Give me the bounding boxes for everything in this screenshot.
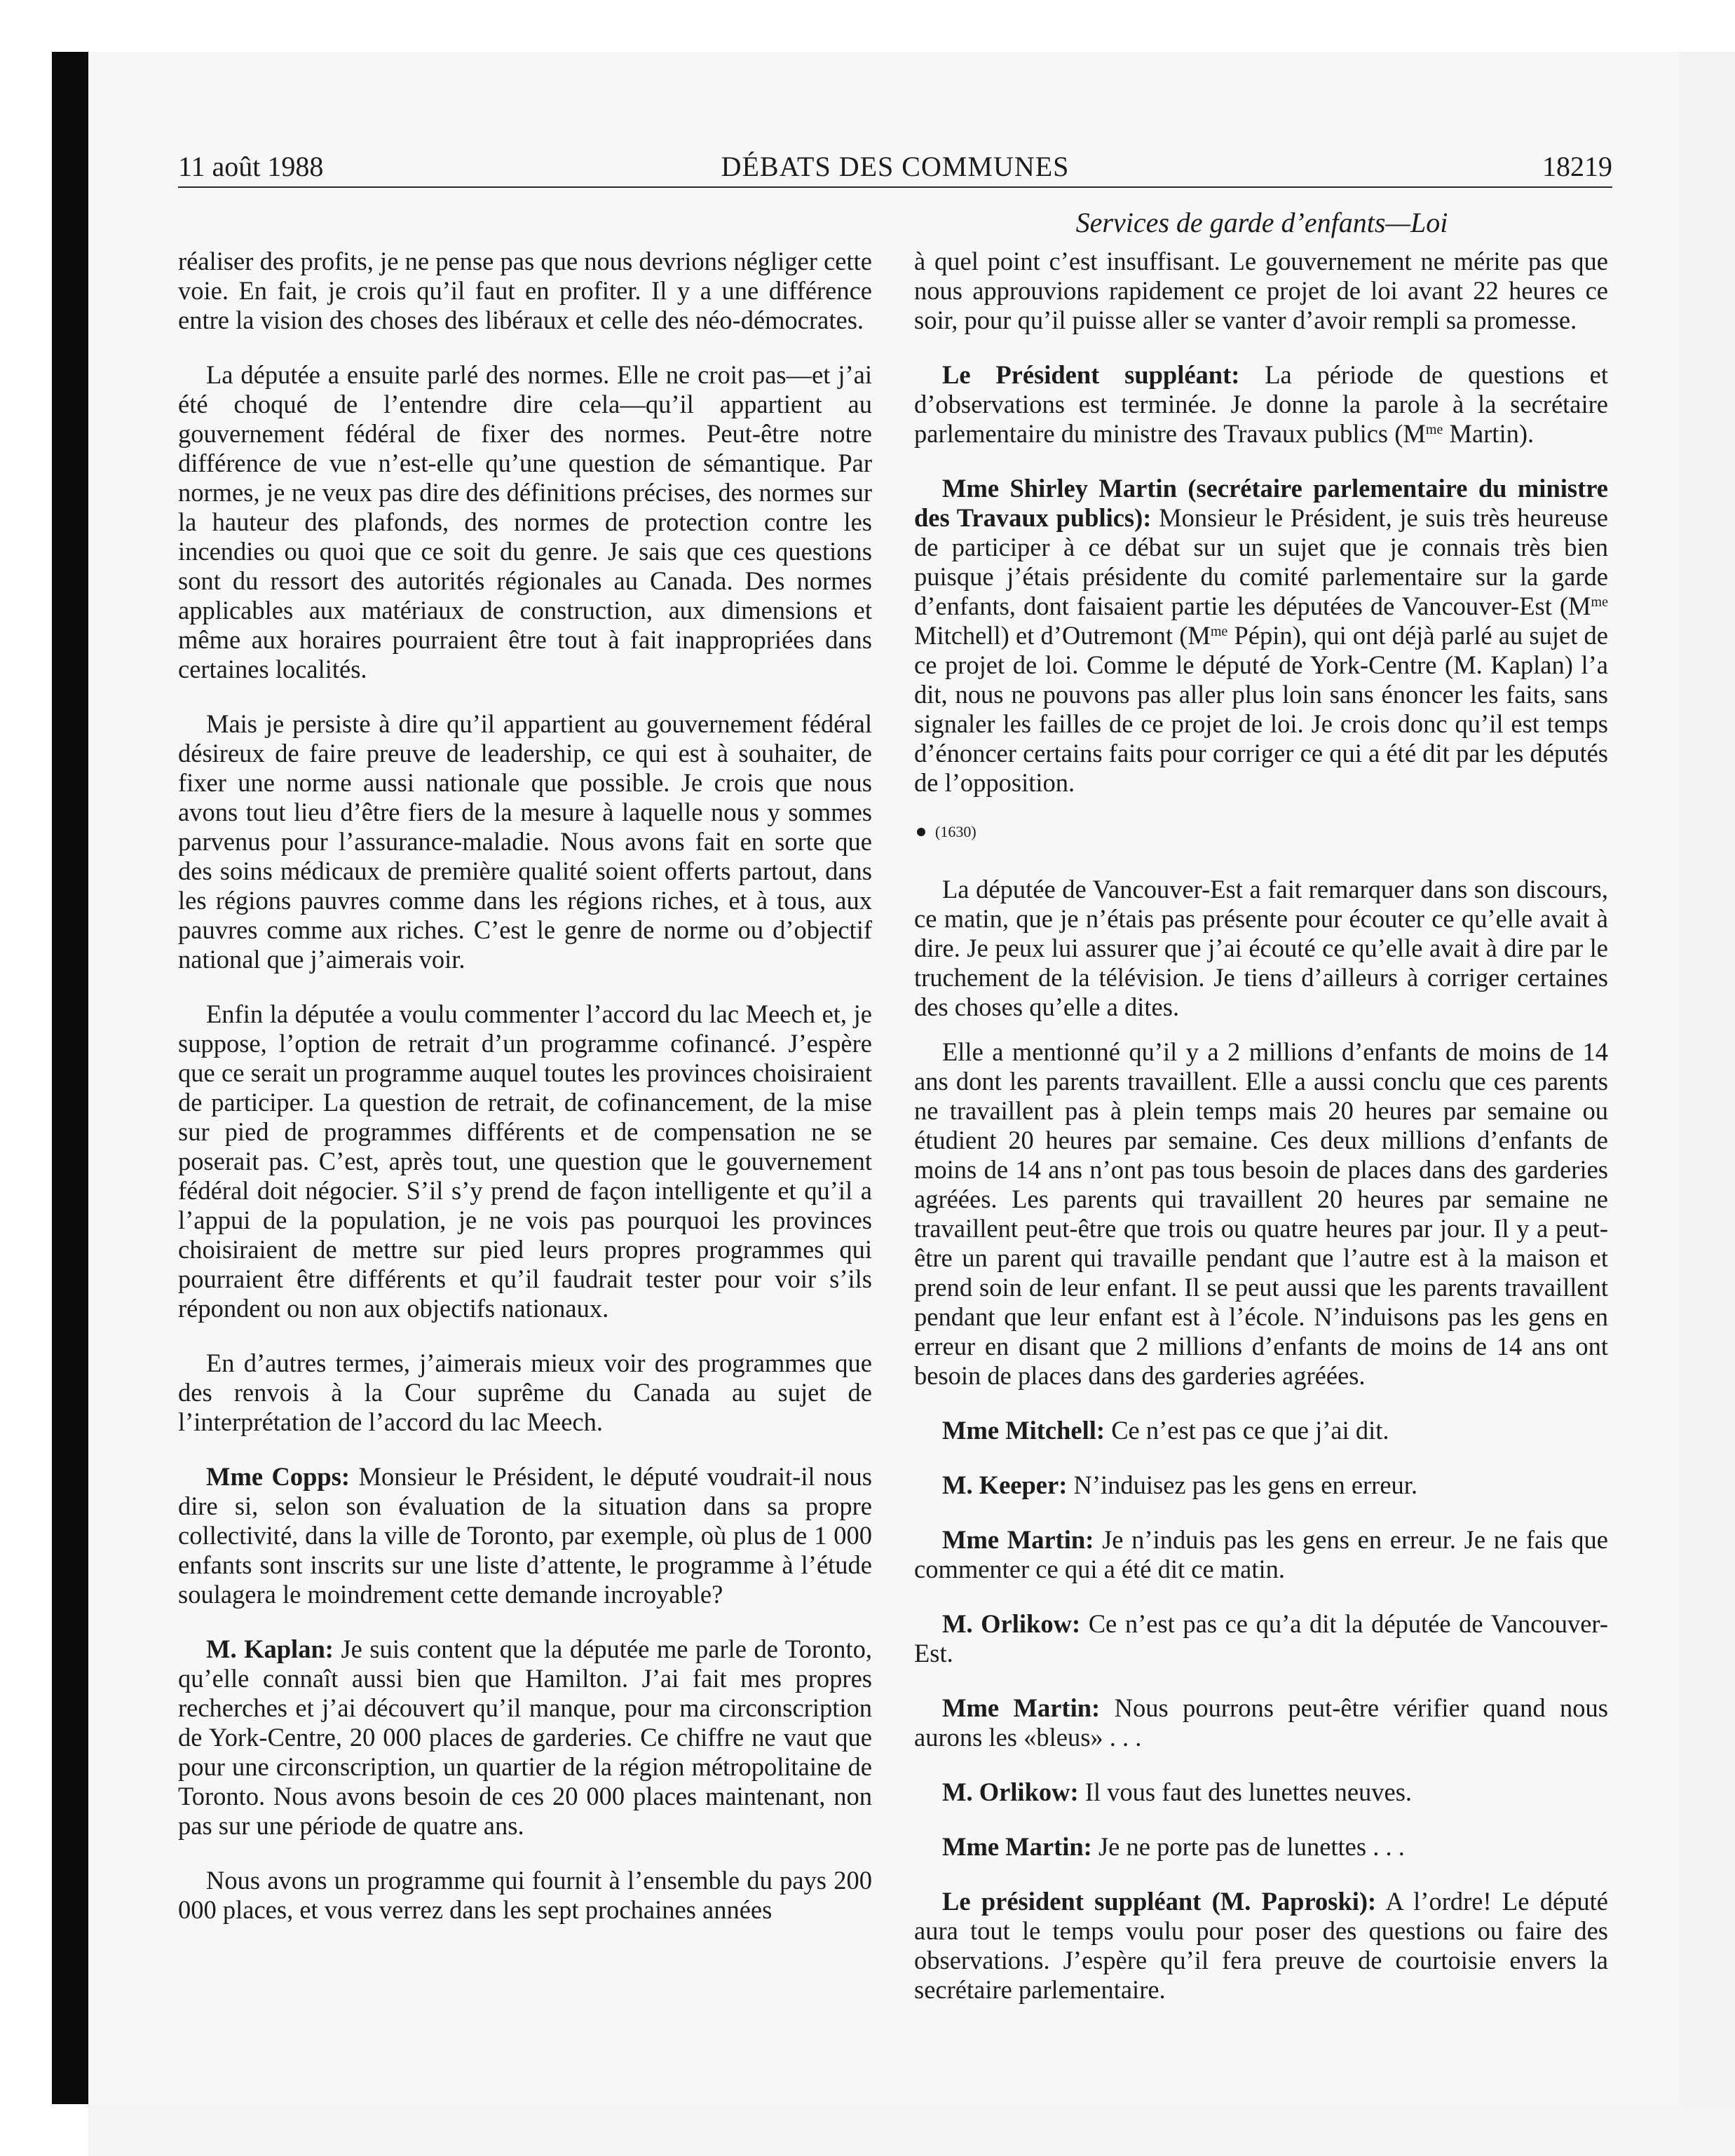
paragraph xyxy=(178,1866,872,1925)
speech-paragraph xyxy=(914,474,1608,798)
speaker-name: M. Orlikow: xyxy=(942,1609,1081,1638)
superscript: me xyxy=(1591,594,1608,610)
paragraph xyxy=(178,360,872,684)
paragraph-text: réaliser des profits, je ne pense pas que nous devrions négliger cette voie. En fait, je crois qu’il faut en profiter. Il y a une différence entre la vision des choses des libéraux et celle des néo-démocrates. xyxy=(178,247,872,334)
timestamp: (1630) xyxy=(935,823,977,840)
speech-paragraph xyxy=(178,1462,872,1609)
speaker-name: M. Kaplan: xyxy=(206,1635,334,1663)
speaker-name: Le Président suppléant: xyxy=(942,360,1240,389)
speech-text-tail: Martin). xyxy=(1443,419,1535,448)
speech-paragraph xyxy=(914,1832,1608,1862)
speech-text: A l’ordre! Le député aura tout le temps voulu pour poser des questions ou faire des observations. J’espère qu’il fera preuve de courtoisie envers la secrétaire parlementaire. xyxy=(914,1887,1609,2004)
left-column xyxy=(178,247,872,1925)
time-marker xyxy=(914,817,1608,847)
speech-paragraph xyxy=(914,360,1608,449)
header-rule xyxy=(178,186,1612,188)
speech-text: Je n’induis pas les gens en erreur. Je ne fais que commenter ce qui a été dit ce matin. xyxy=(914,1525,1608,1583)
speech-text: Ce n’est pas ce qu’a dit la députée de Vancouver-Est. xyxy=(914,1609,1609,1667)
speaker-name: Mme Mitchell: xyxy=(942,1416,1105,1445)
speaker-name: M. Orlikow: xyxy=(942,1778,1079,1806)
paragraph xyxy=(914,875,1608,1022)
speech-text: Nous pourrons peut-être vérifier quand nous aurons les «bleus» . . . xyxy=(914,1693,1609,1752)
speech-text: Monsieur le Président, je suis très heureuse de participer à ce débat sur un sujet que je connais très bien puisque j’étais présidente du comité parlementaire sur la garde d’enfants, dont faisaient partie les députées de Vancouver-Est (M xyxy=(914,503,1609,620)
speech-paragraph xyxy=(178,1635,872,1841)
scan-binding-shadow xyxy=(52,52,88,2104)
speech-paragraph xyxy=(914,1693,1608,1752)
speech-paragraph xyxy=(914,1471,1608,1500)
speech-text: Il vous faut des lunettes neuves. xyxy=(1084,1778,1413,1806)
paragraph xyxy=(178,247,872,335)
page-number: 18219 xyxy=(1542,151,1612,182)
speech-text-tail: Pépin), qui ont déjà parlé au sujet de ce projet de loi. Comme le député de York-Centre (M. Kaplan) l’a dit, nous ne pouvons pas aller plus loin sans énoncer les faits, sans signaler les failles de ce projet de loi. Je crois donc qu’il est temps d’énoncer certains faits pour corriger ce qui a été dit par les députés de l’opposition. xyxy=(914,621,1608,797)
paragraph-text: Nous avons un programme qui fournit à l’ensemble du pays 200 000 places, et vous verrez dans les sept prochaines années xyxy=(178,1866,872,1924)
speech-text: Je suis content que la députée me parle de Toronto, qu’elle connaît aussi bien que Hamilton. J’ai fait mes propres recherches et j’ai découvert qu’il manque, pour ma circonscription de York-Centre, 20 000 places de garderies. Ce chiffre ne vaut que pour une circonscription, un quartier de la région métropolitaine de Toronto. Nous avons besoin de ces 20 000 places maintenant, non pas sur une période de quatre ans. xyxy=(178,1635,872,1840)
paragraph-text: La députée de Vancouver-Est a fait remarquer dans son discours, ce matin, que je n’étais pas présente pour écouter ce qu’elle avait à dire. Je peux lui assurer que j’ai écouté ce qu’elle avait à dire par le truchement de la télévision. Je tiens d’ailleurs à corriger certaines des choses qu’elle a dites. xyxy=(914,875,1608,1021)
right-column xyxy=(914,247,1608,2005)
speaker-name: M. Keeper: xyxy=(942,1471,1068,1499)
speech-text: La période de questions et d’observations est terminée. Je donne la parole à la secrétaire parlementaire du ministre des Travaux publics (M xyxy=(914,360,1608,448)
paragraph xyxy=(178,709,872,974)
speech-paragraph xyxy=(914,1887,1608,2005)
scan-margin-bottom xyxy=(88,2104,1735,2156)
journal-title: DÉBATS DES COMMUNES xyxy=(721,151,1070,182)
bullet-icon xyxy=(917,828,925,836)
speaker-name: Le président suppléant (M. Paproski): xyxy=(942,1887,1377,1916)
scan-margin xyxy=(0,0,52,2156)
speaker-name: Mme Copps: xyxy=(206,1462,351,1491)
paragraph-text: Mais je persiste à dire qu’il appartient au gouvernement fédéral désireux de faire preuve de leadership, ce qui est à souhaiter, de fixer une norme aussi nationale que possible. Je crois que nous avons tout lieu d’être fiers de la mesure à laquelle nous y sommes parvenus pour l’assurance-maladie. Nous avons fait en sorte que des soins médicaux de première qualité soient offerts partout, dans les régions pauvres comme dans les régions riches, et à tous, aux pauvres comme aux riches. C’est le genre de norme ou d’objectif national que j’aimerais voir. xyxy=(178,709,872,974)
speech-text-mid: Mitchell) et d’Outremont (M xyxy=(914,621,1211,650)
speech-text: N’induisez pas les gens en erreur. xyxy=(1073,1471,1418,1499)
speaker-name: Mme Martin: xyxy=(942,1693,1101,1722)
speaker-name: Mme Martin: xyxy=(942,1525,1094,1554)
paragraph-text: En d’autres termes, j’aimerais mieux voir des programmes que des renvois à la Cour suprême du Canada au sujet de l’interprétation de l’accord du lac Meech. xyxy=(178,1349,872,1436)
page-date: 11 août 1988 xyxy=(178,151,324,182)
paragraph xyxy=(914,1037,1608,1391)
speech-text: Ce n’est pas ce que j’ai dit. xyxy=(1111,1416,1389,1445)
paragraph xyxy=(178,1349,872,1437)
speech-text: Je ne porte pas de lunettes . . . xyxy=(1098,1832,1405,1861)
paragraph-text: à quel point c’est insuffisant. Le gouvernement ne mérite pas que nous approuvions rapidement ce projet de loi avant 22 heures ce soir, pour qu’il puisse aller se vanter d’avoir rempli sa promesse. xyxy=(914,247,1608,334)
speech-text: Monsieur le Président, le député voudrait-il nous dire si, selon son évaluation de la situation dans sa propre collectivité, dans la ville de Toronto, par exemple, où plus de 1 000 enfants sont inscrits sur une liste d’attente, le programme à l’étude soulagera le moindrement cette demande incroyable? xyxy=(178,1462,872,1609)
paragraph-text: Enfin la députée a voulu commenter l’accord du lac Meech et, je suppose, l’option de retrait d’un programme cofinancé. J’espère que ce serait un programme auquel toutes les provinces choisiraient de participer. La question de retrait, de cofinancement, de la mise sur pied de programmes différents et de compensation ne se poserait pas. C’est, après tout, une question que le gouvernement fédéral doit négocier. S’il s’y prend de façon intelligente et qu’il a l’appui de la population, je ne vois pas pourquoi les provinces choisiraient de mettre sur pied leurs propres programmes qui pourraient être différents et qu’il faudrait tester pour voir s’ils répondent ou non aux objectifs nationaux. xyxy=(178,999,872,1323)
paragraph xyxy=(178,999,872,1323)
speech-paragraph xyxy=(914,1609,1608,1668)
paragraph-text: Elle a mentionné qu’il y a 2 millions d’enfants de moins de 14 ans dont les parents travaillent. Elle a aussi conclu que ces parents ne travaillent pas à plein temps mais 20 heures par semaine ou étudient 20 heures par semaine. Ces deux millions d’enfants de moins de 14 ans n’ont pas tous besoin de places dans des garderies agréées. Les parents qui travaillent 20 heures par semaine ne travaillent peut-être que trois ou quatre heures par jour. Il y a peut-être un parent qui travaille pendant que l’autre est à la maison et prend soin de leur enfant. Il se peut aussi que les parents travaillent pendant que leur enfant est à l’école. N’induisons pas les gens en erreur en disant que 2 millions d’enfants de moins de 14 ans ont besoin de places dans des garderies agréées. xyxy=(914,1037,1608,1390)
speaker-name: Mme Martin: xyxy=(942,1832,1092,1861)
superscript: me xyxy=(1425,421,1443,437)
speech-paragraph xyxy=(914,1778,1608,1807)
running-head xyxy=(178,147,1612,186)
section-heading: Services de garde d’enfants—Loi xyxy=(1075,207,1448,238)
superscript: me xyxy=(1210,623,1228,639)
speech-paragraph xyxy=(914,1416,1608,1445)
paragraph xyxy=(914,247,1608,335)
speaker-name: Mme Shirley Martin (secrétaire parlementaire du ministre des Travaux publics): xyxy=(914,474,1608,532)
paragraph-text: La députée a ensuite parlé des normes. Elle ne croit pas—et j’ai été choqué de l’entendre dire cela—qu’il appartient au gouvernement fédéral de fixer des normes. Peut-être notre différence de vue n’est-elle qu’une question de sémantique. Par normes, je ne veux pas dire des définitions précises, des normes sur la hauteur des plafonds, des normes de protection contre les incendies ou quoi que ce soit du genre. Je sais que ces questions sont du ressort des autorités régionales au Canada. Des normes applicables aux matériaux de construction, aux dimensions et même aux horaires pourraient être tout à fait inappropriées dans certaines localités. xyxy=(178,360,872,683)
scan-margin-right xyxy=(1679,52,1735,2104)
speech-paragraph xyxy=(914,1525,1608,1584)
